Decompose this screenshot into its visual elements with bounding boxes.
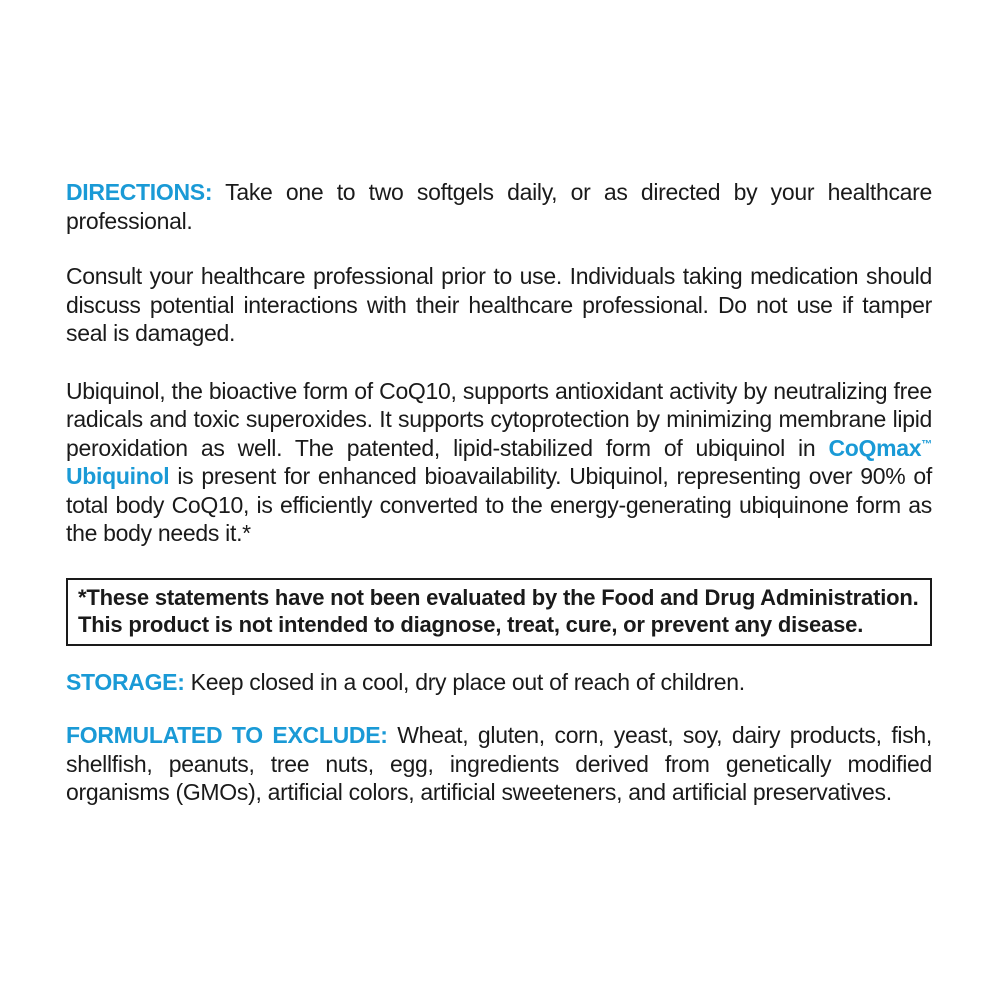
brand-suffix: Ubiquinol [66,463,170,489]
ubiquinol-text-after: is present for enhanced bioavailability. Ubiquinol, representing over 90% of total body CoQ10, is efficiently converted to the energy-generating ubiquinone form as the body needs it.* [66,463,932,546]
directions-heading: DIRECTIONS: [66,179,213,205]
trademark-symbol: ™ [921,437,932,450]
exclusions-paragraph [66,721,932,807]
storage-paragraph [66,668,932,697]
exclusions-heading: FORMULATED TO EXCLUDE: [66,722,388,748]
supplement-label-panel [66,178,932,807]
disclaimer-line-2: This product is not intended to diagnose, treat, cure, or prevent any disease. [78,612,864,637]
storage-text: Keep closed in a cool, dry place out of reach of children. [190,668,745,695]
directions-text: Take one to two softgels daily, or as directed by your healthcare professional. [66,179,932,234]
storage-heading: STORAGE: [66,668,185,695]
ubiquinol-text-before: Ubiquinol, the bioactive form of CoQ10, supports antioxidant activity by neutralizing free radicals and toxic superoxides. It supports cytoprotection by minimizing membrane lipid peroxidation as well. The patented, lipid-stabilized form of ubiquinol in [66,377,932,461]
consult-text: Consult your healthcare professional prior to use. Individuals taking medication should discuss potential interactions with their healthcare professional. Do not use if tamper seal is damaged. [66,263,932,346]
ubiquinol-description-paragraph [66,377,932,548]
directions-paragraph [66,178,932,235]
brand-name-text: CoQmax [828,434,922,461]
disclaimer-line-1: *These statements have not been evaluated by the Food and Drug Administration. [78,584,919,610]
consult-paragraph [66,262,932,348]
exclusions-text: Wheat, gluten, corn, yeast, soy, dairy products, fish, shellfish, peanuts, tree nuts, egg, ingredients derived from genetically modified organisms (GMOs), artificial colors, artificial sweeteners, and artificial preservatives. [66,722,933,805]
fda-disclaimer-box [66,578,932,646]
